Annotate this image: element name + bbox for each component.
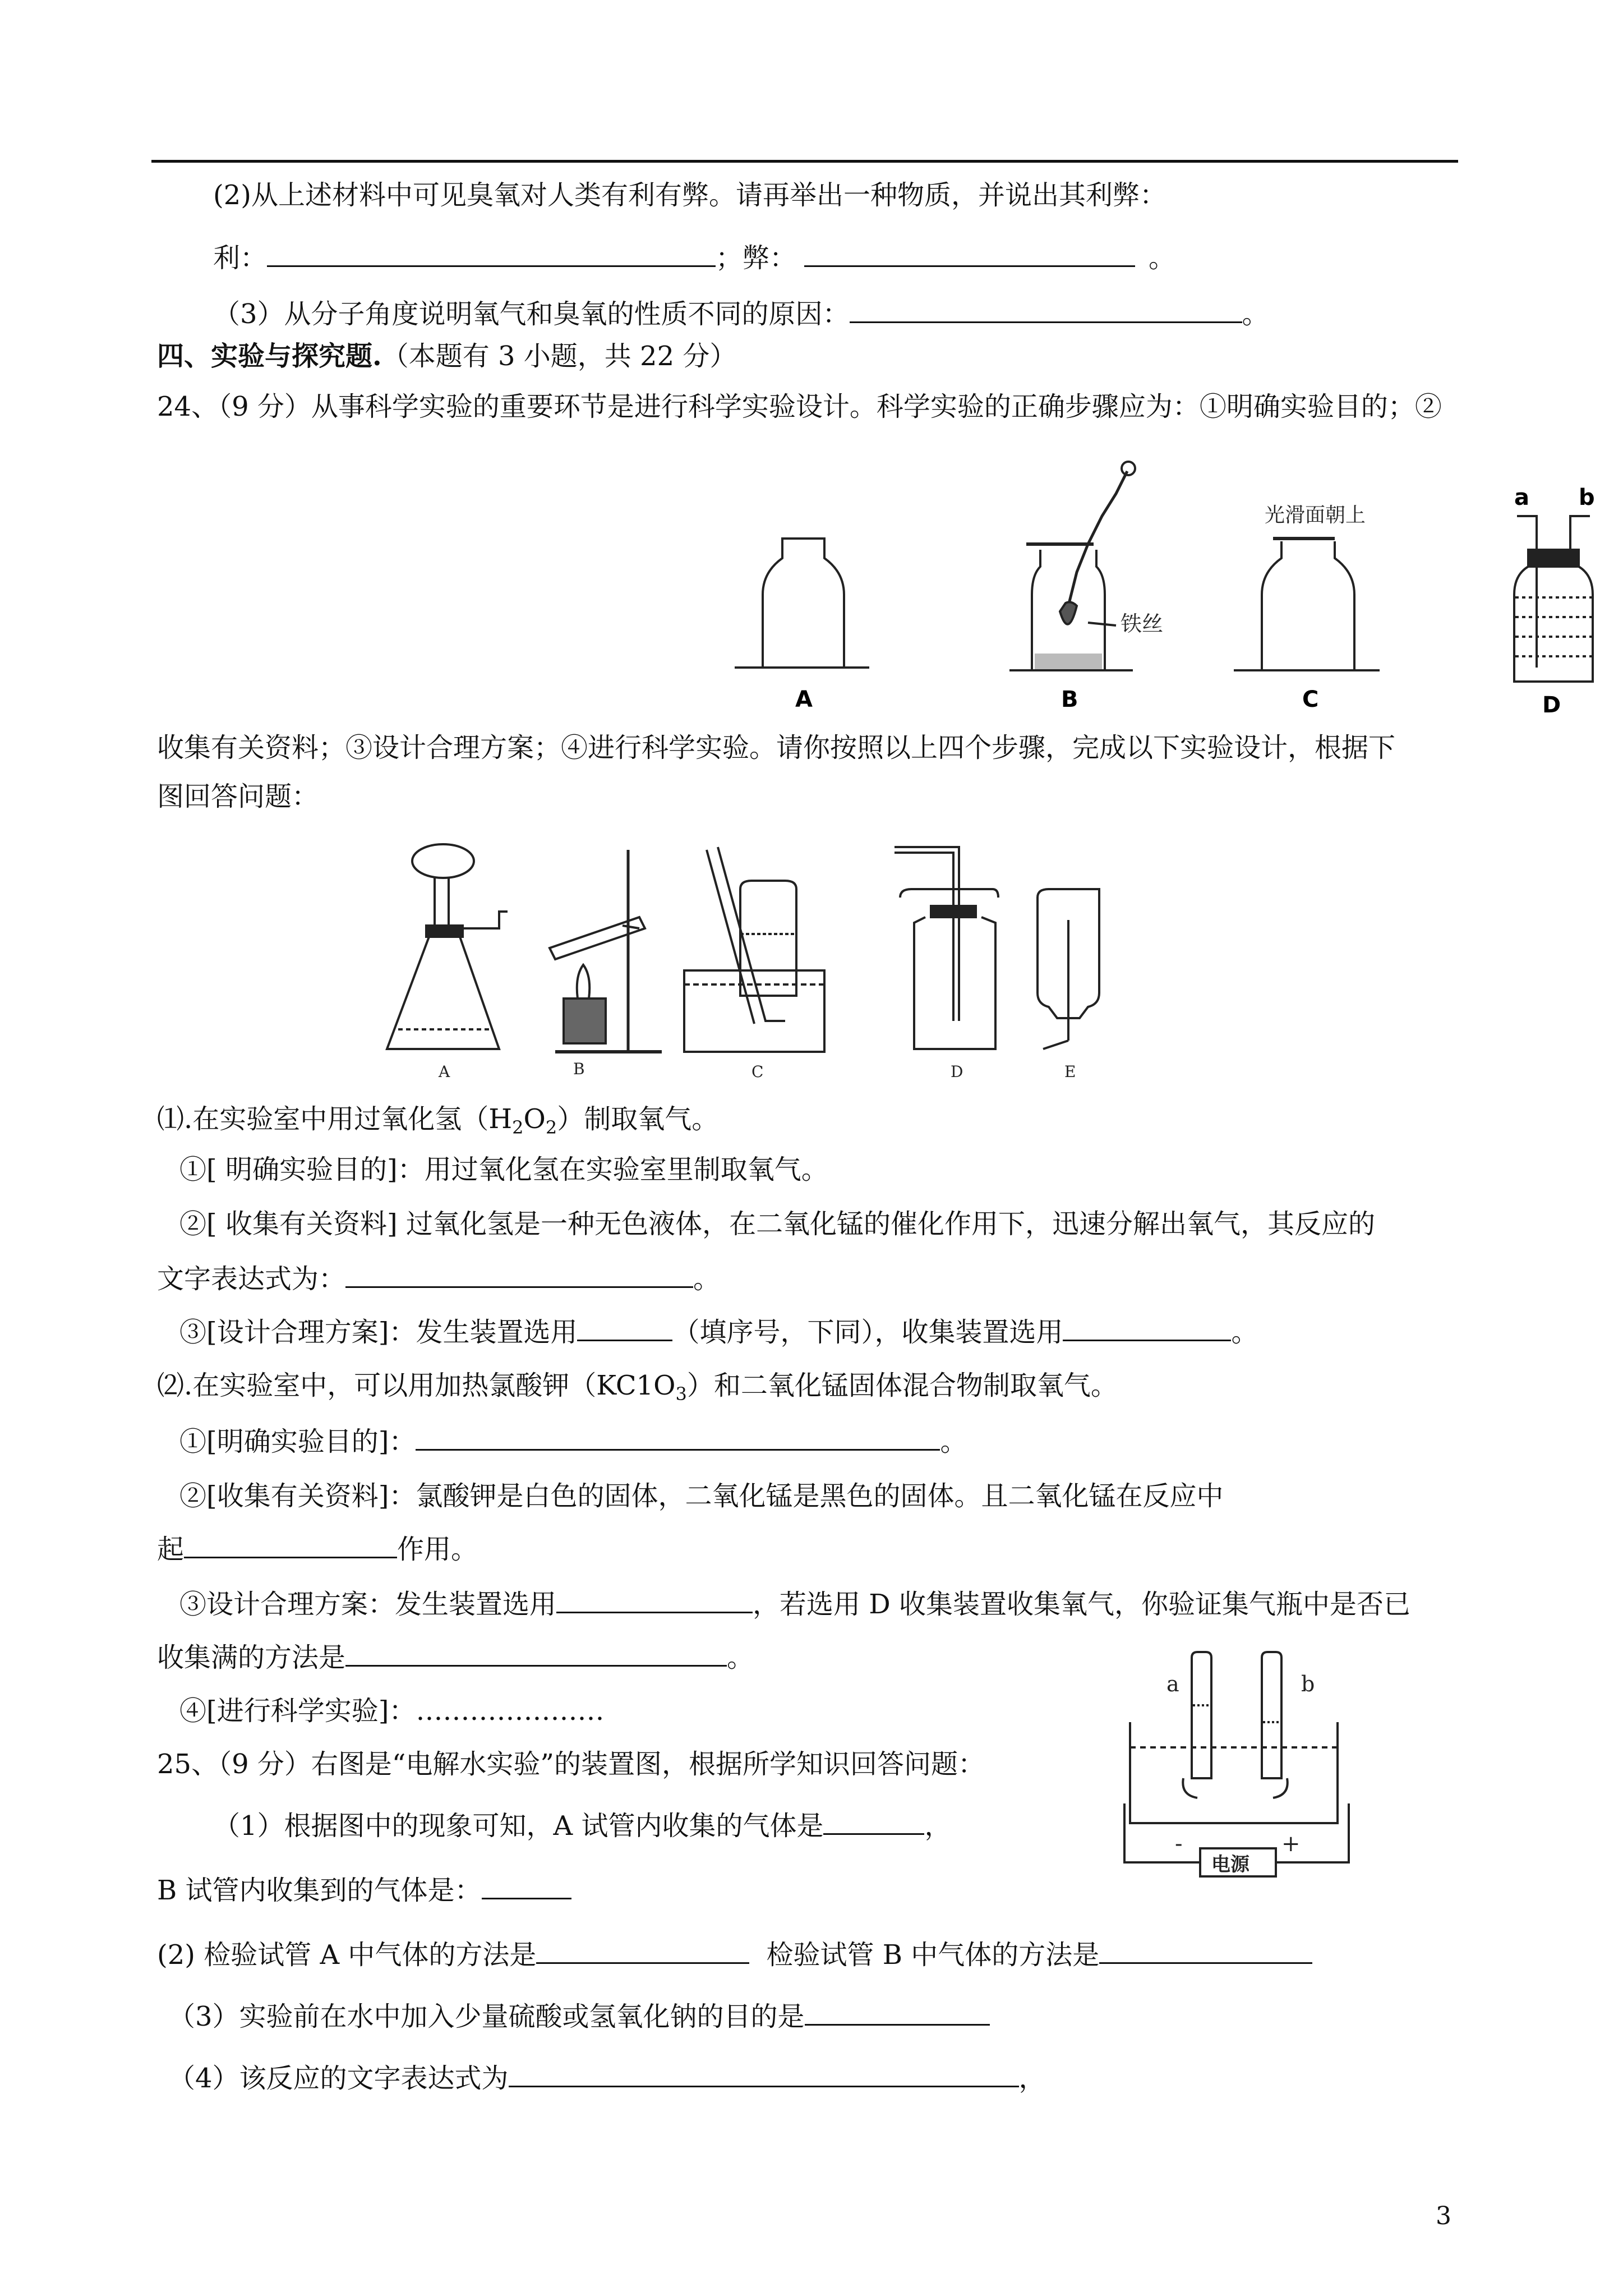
- q24-part2-title: ⑵.在实验室中，可以用加热氯酸钾$(KC1O_3)$和二氧化锰固体混合物制取氧气。: [157, 1370, 1118, 1405]
- fig-label-b: B: [1061, 687, 1078, 712]
- q23-part2-text: (2)从上述材料中可见臭氧对人类有利有弊。请再举出一种物质，并说出其利弊：: [213, 180, 1166, 211]
- section-4-heading: 四、实验与探究题.（本题有 3 小题，共 22 分）: [157, 341, 737, 372]
- bottle-a: [735, 539, 869, 668]
- q3-blank[interactable]: [850, 299, 1242, 323]
- benefit-blank[interactable]: [267, 243, 716, 267]
- generator-blank[interactable]: [577, 1317, 672, 1341]
- q24-intro-cont2: 图回答问题：: [157, 781, 319, 812]
- q24-part1-step2: ②[ 收集有关资料] 过氧化氢是一种无色液体，在二氧化锰的催化作用下，迅速分解出氧气，其反应的: [179, 1208, 1375, 1240]
- q25-part3: （3）实验前在水中加入少量硫酸或氢氧化钠的目的是: [168, 2000, 990, 2033]
- harm-blank[interactable]: [804, 243, 1135, 267]
- gas-b-blank[interactable]: [482, 1875, 571, 1899]
- q24-part1-step2b: 文字表达式为： 。: [157, 1263, 721, 1295]
- bottle-c: [1234, 539, 1380, 670]
- fig-label-d: D: [1542, 692, 1561, 718]
- q23-part2-answer-line: 利： ；弊： 。: [213, 242, 1176, 274]
- apparatus-label-d: D: [951, 1062, 963, 1081]
- power-label: 电源: [1211, 1853, 1249, 1876]
- port-b-label: b: [1579, 485, 1595, 510]
- fig-label-c: C: [1302, 687, 1319, 712]
- apparatus-label-c: C: [751, 1062, 764, 1081]
- generator2-blank[interactable]: [556, 1589, 753, 1613]
- wash-bottle-figure-d: [1503, 482, 1604, 718]
- port-a-label: a: [1514, 485, 1529, 510]
- q24-part2-step1: ①[明确实验目的]： 。: [179, 1426, 967, 1457]
- q24-part2-step2: ②[收集有关资料]：氯酸钾是白色的固体，二氧化锰是黑色的固体。且二氧化锰在反应中: [179, 1480, 1224, 1512]
- collector-blank[interactable]: [1063, 1317, 1231, 1341]
- bottle-b-iron-wire: [1009, 462, 1135, 670]
- header-rule: [151, 160, 1458, 163]
- apparatus-label-b: B: [573, 1060, 585, 1078]
- q23-part3-text: （3）从分子角度说明氧气和臭氧的性质不同的原因： 。: [213, 298, 1269, 330]
- q24-part2-step2b: 起 作用。: [157, 1534, 478, 1565]
- role-blank[interactable]: [184, 1534, 397, 1558]
- apparatus-label-a: A: [439, 1062, 450, 1081]
- fig-label-a: A: [795, 687, 813, 712]
- test-b-blank[interactable]: [1099, 1940, 1312, 1964]
- q25-part4: （4）该反应的文字表达式为 ，: [168, 2063, 1046, 2094]
- q24-part1-step1: ①[ 明确实验目的]：用过氧化氢在实验室里制取氧气。: [179, 1154, 828, 1185]
- q25-part1: （1）根据图中的现象可知，A 试管内收集的气体是 ，: [213, 1810, 952, 1842]
- page-number: 3: [1436, 2202, 1451, 2230]
- minus-label: -: [1175, 1831, 1183, 1857]
- word-equation-blank[interactable]: [345, 1264, 693, 1288]
- gas-a-blank[interactable]: [823, 1811, 924, 1835]
- q25-part2: (2) 检验试管 A 中气体的方法是 检验试管 B 中气体的方法是: [157, 1938, 1312, 1972]
- plus-label: +: [1281, 1831, 1301, 1857]
- q24-part2-step3b: 收集满的方法是 。: [157, 1642, 754, 1673]
- tube-b-label: b: [1301, 1672, 1315, 1696]
- q24-intro: 24、（9 分）从事科学实验的重要环节是进行科学实验设计。科学实验的正确步骤应为：①明确实验目的；②: [157, 391, 1442, 422]
- q24-part1-step3: ③[设计合理方案]：发生装置选用 （填序号，下同），收集装置选用 。: [179, 1317, 1258, 1348]
- q25-part1b: B 试管内收集到的气体是：: [157, 1874, 571, 1907]
- apparatus-figure: [370, 836, 1110, 1083]
- reaction-equation-blank[interactable]: [509, 2063, 1019, 2087]
- iron-wire-label: 铁丝: [1121, 611, 1164, 636]
- q24-part2-step3: ③设计合理方案：发生装置选用 ，若选用 D 收集装置收集氧气，你验证集气瓶中是否已: [179, 1589, 1411, 1620]
- purpose-blank[interactable]: [416, 1427, 940, 1451]
- smooth-face-label: 光滑面朝上: [1265, 504, 1366, 527]
- electrolysis-figure: [1113, 1649, 1360, 1896]
- gas-bottle-figure: [729, 460, 1430, 718]
- q24-part1-title: ⑴.在实验室中用过氧化氢$(H_2O_2)$制取氧气。: [157, 1103, 719, 1138]
- purpose-acid-blank[interactable]: [805, 2001, 990, 2026]
- q24-part2-step4: ④[进行科学实验]：…………………: [179, 1695, 605, 1727]
- q25-intro: 25、（9 分）右图是“电解水实验”的装置图，根据所学知识回答问题：: [157, 1749, 985, 1780]
- test-a-blank[interactable]: [536, 1940, 749, 1964]
- full-check-blank[interactable]: [345, 1642, 727, 1667]
- q24-intro-cont: 收集有关资料；③设计合理方案；④进行科学实验。请你按照以上四个步骤，完成以下实验设计，根据下: [157, 732, 1396, 763]
- apparatus-label-e: E: [1064, 1062, 1076, 1081]
- tube-a-label: a: [1166, 1672, 1179, 1696]
